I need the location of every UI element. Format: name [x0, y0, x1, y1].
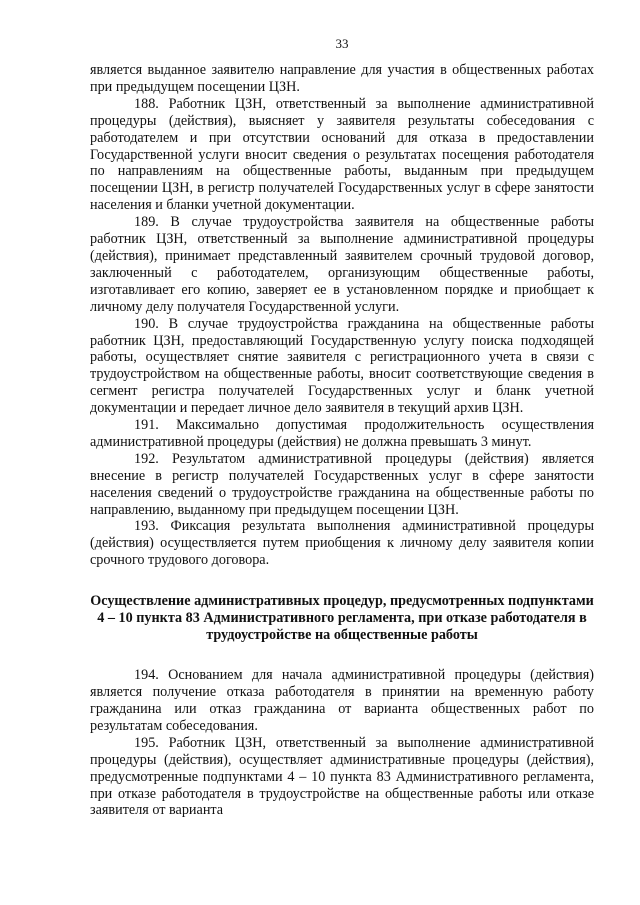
paragraph-continuation: является выданное заявителю направление для участия в общественных работах при предыдущем посещении ЦЗН.: [90, 62, 594, 95]
paragraph-192: 192. Результатом административной процедуры (действия) является внесение в регистр получателей Государственных услуг в сфере занятости населения сведений о трудоустройстве гражданина на общественные работы по направлению, выданному при предыдущем посещении ЦЗН.: [90, 450, 594, 518]
paragraph-191: 191. Максимально допустимая продолжительность осуществления административной процедуры (действия) не должна превышать 3 минут.: [90, 417, 594, 450]
paragraph-193: 193. Фиксация результата выполнения административной процедуры (действия) осуществляется путем приобщения к личному делу заявителя копии срочного трудового договора.: [90, 518, 594, 569]
paragraph-195: 195. Работник ЦЗН, ответственный за выполнение административной процедуры (действия), осуществляет административные процедуры (действия), предусмотренные подпунктами 4 – 10 пункта 83 Административного регламента, при отказе работодателя в трудоустройстве на общественные работы или отказе заявителя от варианта: [90, 734, 594, 819]
paragraph-190: 190. В случае трудоустройства гражданина на общественные работы работник ЦЗН, предоставляющий Государственную услугу поиска подходящей работы, осуществляет снятие заявителя с регистрационного учета в связи с трудоустройством на общественные работы, вносит соответствующие сведения в сегмент регистра получателей Государственных услуг и бланк учетной документации и передает личное дело заявителя в текущий архив ЦЗН.: [90, 315, 594, 417]
page-number: 33: [335, 36, 349, 51]
paragraph-189: 189. В случае трудоустройства заявителя на общественные работы работник ЦЗН, ответственный за выполнение административной процедуры (действия), принимает представленный заявителем срочный трудовой договор, заключенный с работодателем, организующим общественные работы, изготавливает его копию, заверяет ее в установленном порядке и приобщает к личному делу получателя Государственной услуги.: [90, 214, 594, 315]
paragraph-194: 194. Основанием для начала административной процедуры (действия) является получение отказа работодателя в принятии на временную работу гражданина или отказ гражданина от варианта общественных работ по результатам собеседования.: [90, 667, 594, 734]
paragraph-188: 188. Работник ЦЗН, ответственный за выполнение административной процедуры (действия), выясняет у заявителя результаты собеседования с работодателем и при отсутствии оснований для отказа в предоставлении Государственной услуги вносит сведения о результатах посещения работодателя по направлениям на общественные работы, выданным при предыдущем посещении ЦЗН, в регистр получателей Государственных услуг в сфере занятости населения и бланки учетной документации.: [90, 95, 594, 214]
paragraphs-bottom: [90, 667, 594, 819]
section-heading: Осуществление административных процедур, предусмотренных подпунктами 4 – 10 пункта 83 Административного регламента, при отказе работодателя в трудоустройстве на общественные работы: [90, 593, 594, 644]
paragraphs-top: [90, 62, 594, 569]
